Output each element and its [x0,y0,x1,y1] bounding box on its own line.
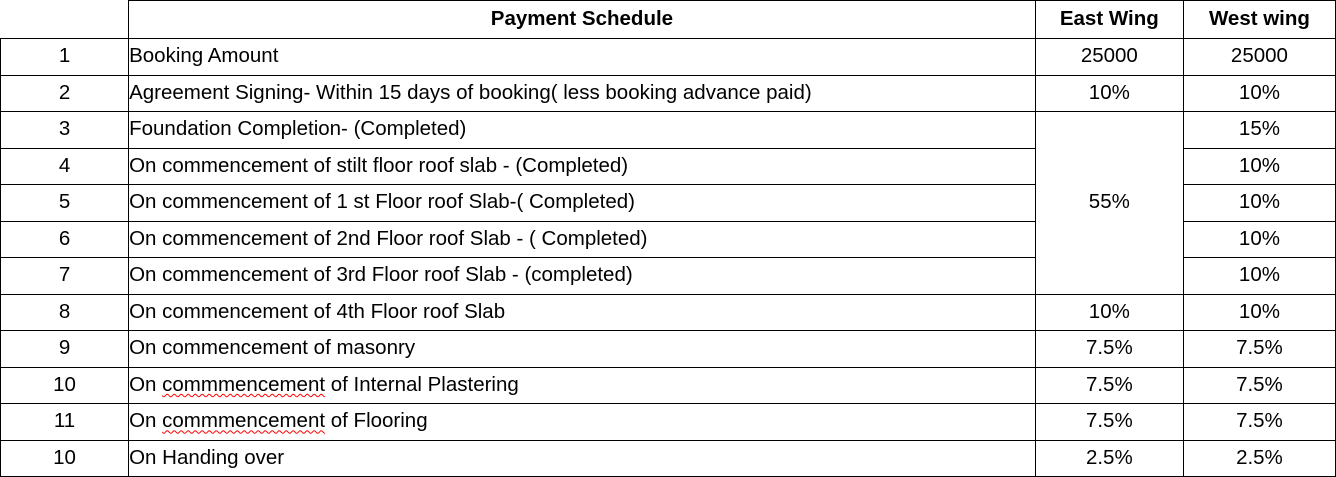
header-east-wing: East Wing [1035,1,1183,39]
desc-text-post: of Internal Plastering [325,372,519,396]
row-number: 2 [1,75,129,112]
row-number: 8 [1,294,129,331]
row-number: 5 [1,185,129,222]
row-west-value: 10% [1183,294,1335,331]
row-east-value: 10% [1035,294,1183,331]
table-row [1,404,1336,441]
table-header-row [1,1,1336,39]
row-description [129,258,1036,295]
row-number: 7 [1,258,129,295]
table-row [1,294,1336,331]
row-number: 6 [1,221,129,258]
row-description [129,112,1036,149]
row-west-value: 7.5% [1183,331,1335,368]
row-east-value: 2.5% [1035,440,1183,477]
header-description: Payment Schedule [129,1,1036,39]
row-west-value: 15% [1183,112,1335,149]
row-description [129,185,1036,222]
desc-text: On commencement of stilt floor roof slab - (Completed) [129,153,629,177]
row-number: 10 [1,440,129,477]
row-east-value: 7.5% [1035,331,1183,368]
header-west-wing: West wing [1183,1,1335,39]
row-west-value: 10% [1183,258,1335,295]
table-row [1,39,1336,76]
spellcheck-misspelled-word: commmencement [162,372,326,396]
desc-text: On commencement of 3rd Floor roof Slab - (completed) [129,263,633,287]
row-number: 3 [1,112,129,149]
row-west-value: 7.5% [1183,404,1335,441]
row-east-value: 25000 [1035,39,1183,76]
row-west-value: 7.5% [1183,367,1335,404]
row-west-value: 25000 [1183,39,1335,76]
row-west-value: 10% [1183,148,1335,185]
row-description [129,221,1036,258]
spellcheck-misspelled-word: commmencement [162,409,326,433]
desc-text: Booking Amount [129,44,279,68]
row-number: 11 [1,404,129,441]
desc-text: On commencement of masonry [129,336,416,360]
table-row [1,75,1336,112]
desc-text: On commencement of 2nd Floor roof Slab - ( Completed) [129,226,648,250]
desc-text-pre: On [129,409,163,433]
row-description [129,367,1036,404]
desc-text: Foundation Completion- (Completed) [129,117,467,141]
row-description [129,75,1036,112]
desc-text: On commencement of 4th Floor roof Slab [129,299,506,323]
desc-text: On commencement of 1 st Floor roof Slab-( Completed) [129,190,635,214]
table-row [1,440,1336,477]
row-number: 9 [1,331,129,368]
row-description [129,148,1036,185]
row-east-value: 10% [1035,75,1183,112]
row-east-value: 7.5% [1035,367,1183,404]
row-number: 4 [1,148,129,185]
row-east-value: 7.5% [1035,404,1183,441]
row-description [129,39,1036,76]
east-merged-value: 55% [1035,112,1183,295]
row-description [129,440,1036,477]
desc-text-pre: On [129,372,163,396]
table-row [1,367,1336,404]
row-west-value: 10% [1183,185,1335,222]
row-description [129,294,1036,331]
row-west-value: 10% [1183,75,1335,112]
row-description [129,404,1036,441]
row-west-value: 2.5% [1183,440,1335,477]
row-west-value: 10% [1183,221,1335,258]
desc-text: On Handing over [129,445,285,469]
row-number: 1 [1,39,129,76]
row-description [129,331,1036,368]
desc-text-post: of Flooring [325,409,428,433]
row-number: 10 [1,367,129,404]
header-index-blank [1,1,129,39]
desc-text: Agreement Signing- Within 15 days of booking( less booking advance paid) [129,80,812,104]
table-row [1,112,1336,149]
table-row [1,331,1336,368]
